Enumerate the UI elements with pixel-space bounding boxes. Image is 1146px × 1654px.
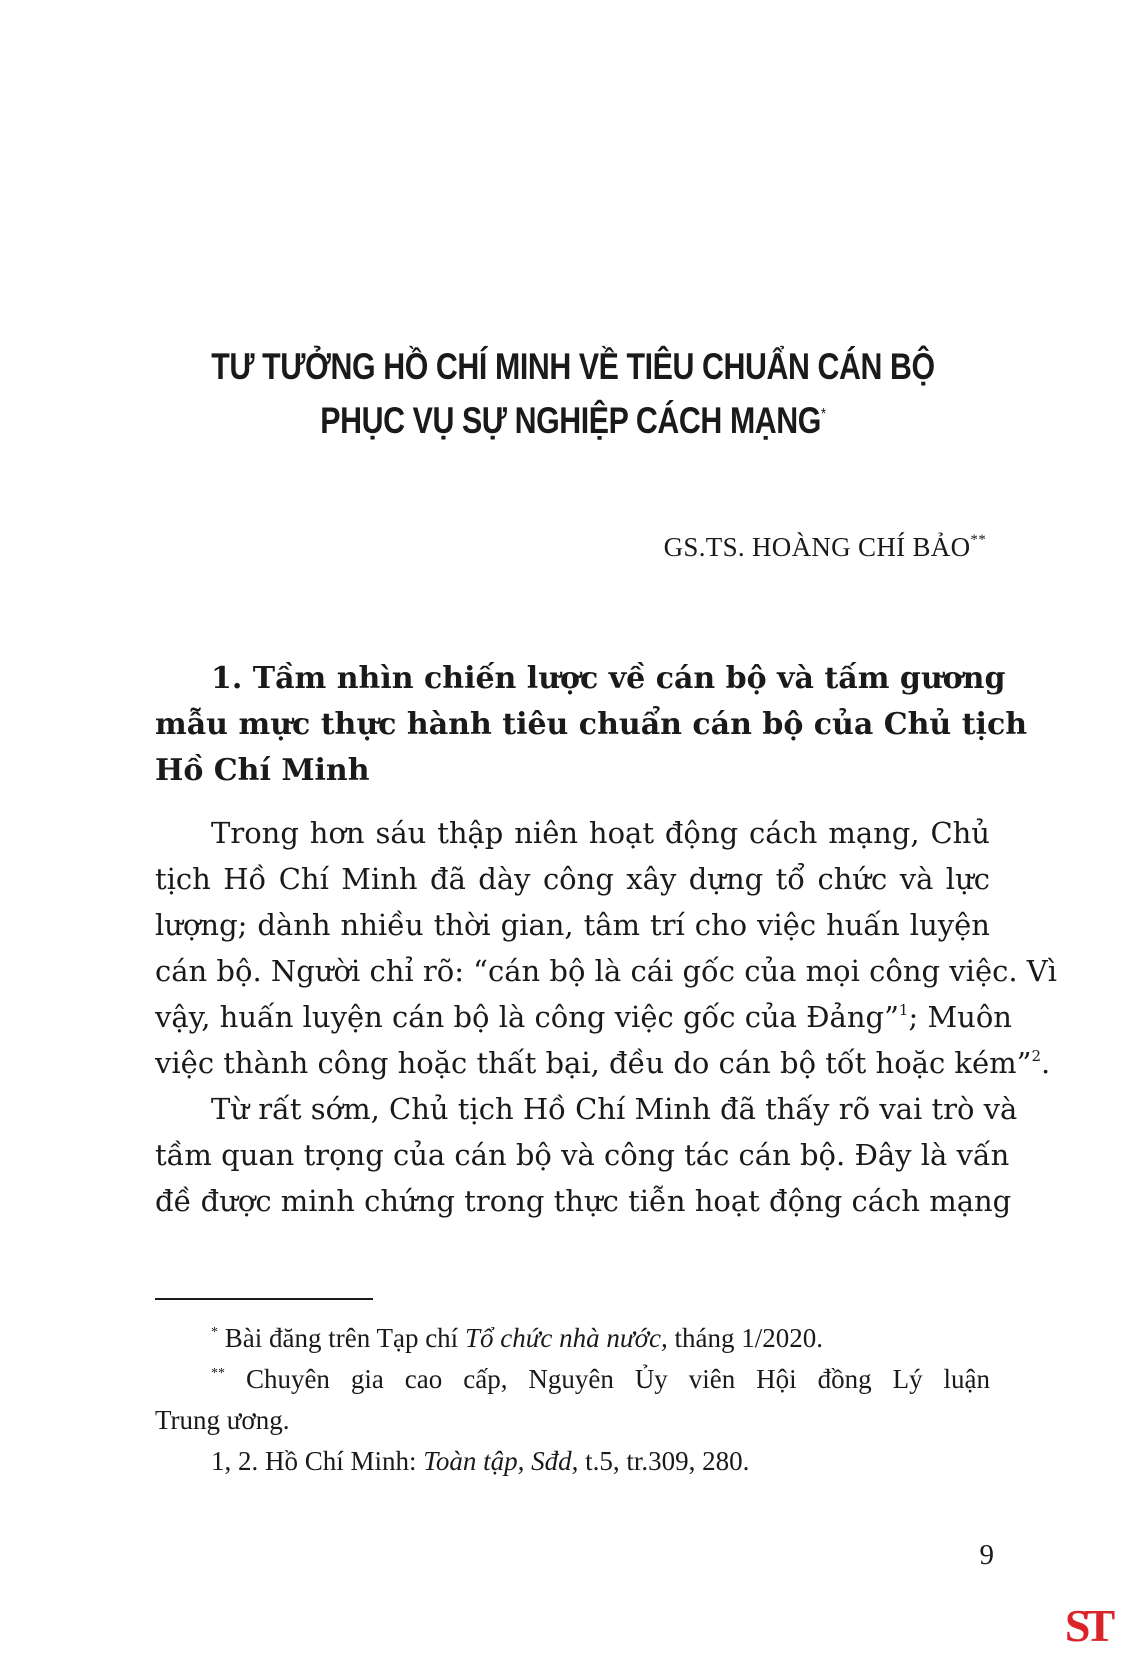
heading-line: 1. Tầm nhìn chiến lược về cán bộ và tấm gương: [211, 661, 1006, 696]
svg-text:ST: ST: [1064, 1600, 1110, 1651]
body-line: Trong hơn sáu thập niên hoạt động cách mạng, Chủ: [211, 816, 990, 850]
footnote-1: * Bài đăng trên Tạp chí Tổ chức nhà nước, tháng 1/2020.: [211, 1323, 824, 1353]
body-line: Từ rất sớm, Chủ tịch Hồ Chí Minh đã thấy rõ vai trò và: [211, 1092, 1018, 1126]
heading-line: mẫu mực thực hành tiêu chuẩn cán bộ của Chủ tịch: [155, 707, 1028, 742]
footnote-2: ** Chuyên gia cao cấp, Nguyên Ủy viên Hội đồng Lý luận: [211, 1364, 990, 1394]
footnote-3: 1, 2. Hồ Chí Minh: Toàn tập, Sđd, t.5, tr.309, 280.: [211, 1446, 750, 1476]
footnote-ref: 2: [1031, 1047, 1042, 1065]
page-number: 9: [979, 1539, 994, 1571]
page-title-line-2: PHỤC VỤ SỰ NGHIỆP CÁCH MẠNG*: [320, 400, 826, 441]
section-heading: [155, 656, 1028, 794]
body-line: việc thành công hoặc thất bại, đều do cán bộ tốt hoặc kém”$^2$.: [155, 1046, 1051, 1080]
body-line: cán bộ. Người chỉ rõ: “cán bộ là cái gốc của mọi công việc. Vì: [155, 954, 1058, 988]
heading-line: Hồ Chí Minh: [155, 753, 370, 788]
footnotes: [155, 1318, 990, 1482]
publisher-logo: [1057, 1595, 1117, 1651]
page-title-line-1: TƯ TƯỞNG HỒ CHÍ MINH VỀ TIÊU CHUẨN CÁN BỘ: [211, 346, 935, 387]
body-text: [155, 810, 1058, 1224]
author: GS.TS. HOÀNG CHÍ BẢO**: [663, 532, 986, 562]
footnote-ref: 1: [898, 1001, 909, 1019]
footnote-2-cont: Trung ương.: [155, 1405, 290, 1435]
body-line: đề được minh chứng trong thực tiễn hoạt động cách mạng: [155, 1184, 1012, 1218]
body-line: tầm quan trọng của cán bộ và công tác cán bộ. Đây là vấn: [155, 1138, 1010, 1172]
body-line: lượng; dành nhiều thời gian, tâm trí cho việc huấn luyện: [155, 908, 990, 942]
body-line: tịch Hồ Chí Minh đã dày công xây dựng tổ chức và lực: [155, 862, 990, 896]
title-footnote-mark: *: [820, 406, 826, 423]
body-line: vậy, huấn luyện cán bộ là công việc gốc của Đảng”$^1$; Muôn: [155, 1000, 1012, 1034]
author-footnote-mark: **: [970, 532, 986, 548]
footnote-divider: [155, 1298, 373, 1300]
